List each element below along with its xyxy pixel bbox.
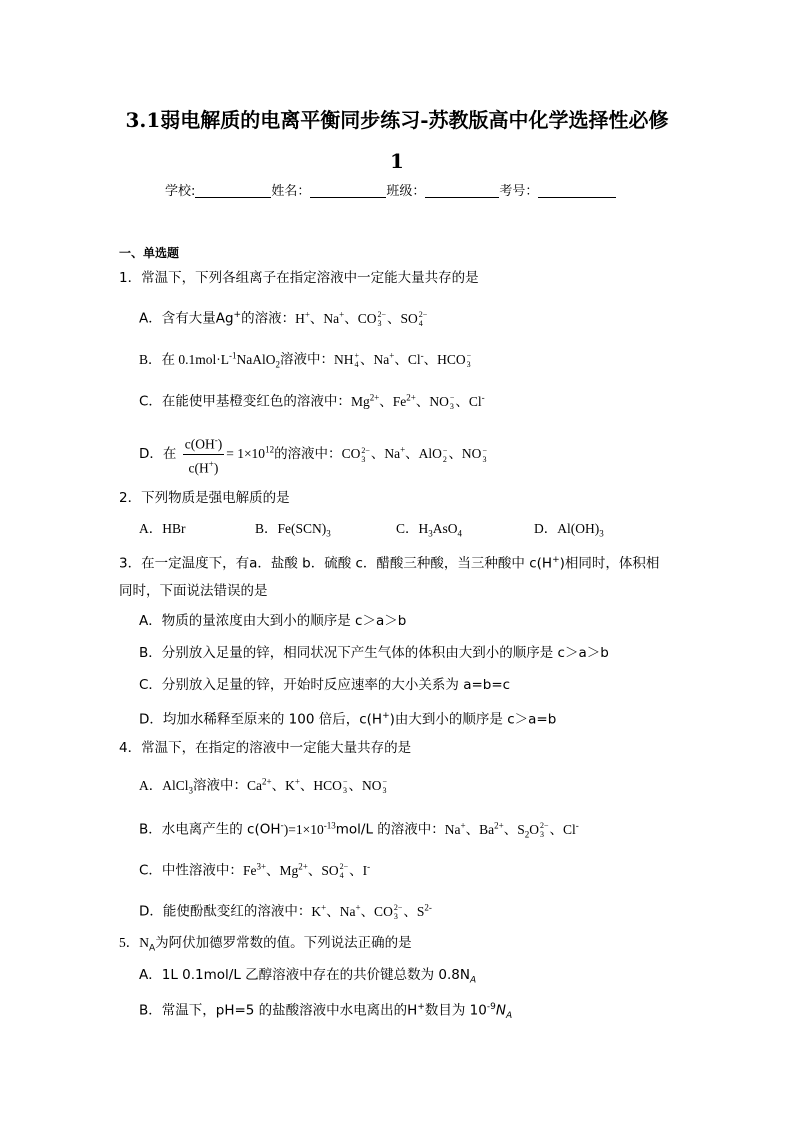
exam-no-label: 考号：: [499, 184, 539, 199]
school-blank[interactable]: [195, 183, 271, 198]
question-1-option-a: A．含有大量Ag+的溶液：H+、Na+、CO2− 3 、SO2− 4: [139, 309, 428, 329]
name-blank[interactable]: [310, 183, 386, 198]
student-info-line: [165, 180, 616, 199]
question-3-stem: 3．在一定温度下，有a．盐酸 b．硫酸 c．醋酸三种酸，当三种酸中 c(H+)相同时，体积相: [119, 555, 660, 572]
class-label: 班级：: [386, 184, 426, 199]
question-5-stem: 5．$N_A$为阿伏加德罗常数的值。下列说法正确的是: [119, 935, 412, 954]
question-4-option-d: D．能使酚酞变红的溶液中：K+、Na+、CO2− 3 、$S^{2-}$: [139, 902, 432, 922]
question-3-option-d: D．均加水稀释至原来的 100 倍后，c(H+)由大到小的顺序是 c＞a=b: [139, 711, 557, 728]
class-blank[interactable]: [425, 183, 499, 198]
question-2-option-d: D．$Al(OH)_3$: [534, 521, 604, 539]
school-label: 学校:: [165, 184, 196, 199]
question-3-option-b: B．分别放入足量的锌，相同状况下产生气体的体积由大到小的顺序是 c＞a＞b: [139, 645, 609, 661]
question-2-option-a: A．HBr: [139, 521, 186, 536]
name-label: 姓名：: [271, 184, 311, 199]
question-1-option-b: B．在 $0.1mol\cdot L^{-1}NaAlO_2$溶液中：NH+ 4 、Na+、Cl-、HCO− 3: [139, 350, 472, 370]
question-1-stem: 1．常温下，下列各组离子在指定溶液中一定能大量共存的是: [119, 270, 479, 286]
question-3-option-a: A．物质的量浓度由大到小的顺序是 c＞a＞b: [139, 613, 407, 629]
question-2-option-c: C．$H_3AsO_4$: [396, 521, 463, 539]
section-heading: 一、单选题: [119, 246, 180, 260]
question-5-option-a: A．1L 0.1mol/L 乙醇溶液中存在的共价键总数为 $0.8N_A$: [139, 967, 477, 986]
question-4-stem: 4．常温下，在指定的溶液中一定能大量共存的是: [119, 740, 412, 756]
question-4-option-c: C．中性溶液中：$Fe^{3+}$、$Mg^{2+}$、SO2− 4 、I-: [139, 861, 371, 881]
question-2-options: [139, 520, 604, 543]
question-1-option-d: D．在 $\frac{c(OH^-)}{c(H^+)}$ = $1\times 10^{12}$的溶液中：CO2− 3 、Na+、AlO− 2 、NO− 3: [139, 431, 488, 477]
question-4-option-b: B．水电离产生的 $c(OH^-)=1\times 10^{-13}mol/L$ 的溶液中：Na+、$Ba^{2+}$、$S_2O2-$ 3 、Cl-: [139, 820, 579, 840]
question-2-stem: 2．下列物质是强电解质的是: [119, 490, 290, 506]
document-title-continued: 1: [390, 149, 404, 173]
question-2-option-b: B．$Fe(SCN)_3$: [255, 521, 331, 539]
question-5-option-b: B．常温下，pH=5 的盐酸溶液中水电离出的H+数目为 $10^{-9}N_A$: [139, 1002, 513, 1022]
question-3-option-c: C．分别放入足量的锌，开始时反应速率的大小关系为 a=b=c: [139, 677, 511, 693]
document-title: 3.1弱电解质的电离平衡同步练习-苏教版高中化学选择性必修: [125, 108, 669, 132]
exam-no-blank[interactable]: [538, 183, 616, 198]
question-1-option-c: C．在能使甲基橙变红色的溶液中：$Mg^{2+}$、$Fe^{2+}$、NO− 3 、Cl-: [139, 392, 485, 412]
question-3-stem-continued: 同时，下面说法错误的是: [119, 583, 268, 599]
question-4-option-a: A．AlCl$_3$溶液中：$Ca^{2+}$、K+、HCO− 3 、NO− 3: [139, 776, 387, 796]
hydroxide-hydrogen-ratio-fraction: $\frac{c(OH^-)}{c(H^+)}$: [183, 431, 225, 477]
